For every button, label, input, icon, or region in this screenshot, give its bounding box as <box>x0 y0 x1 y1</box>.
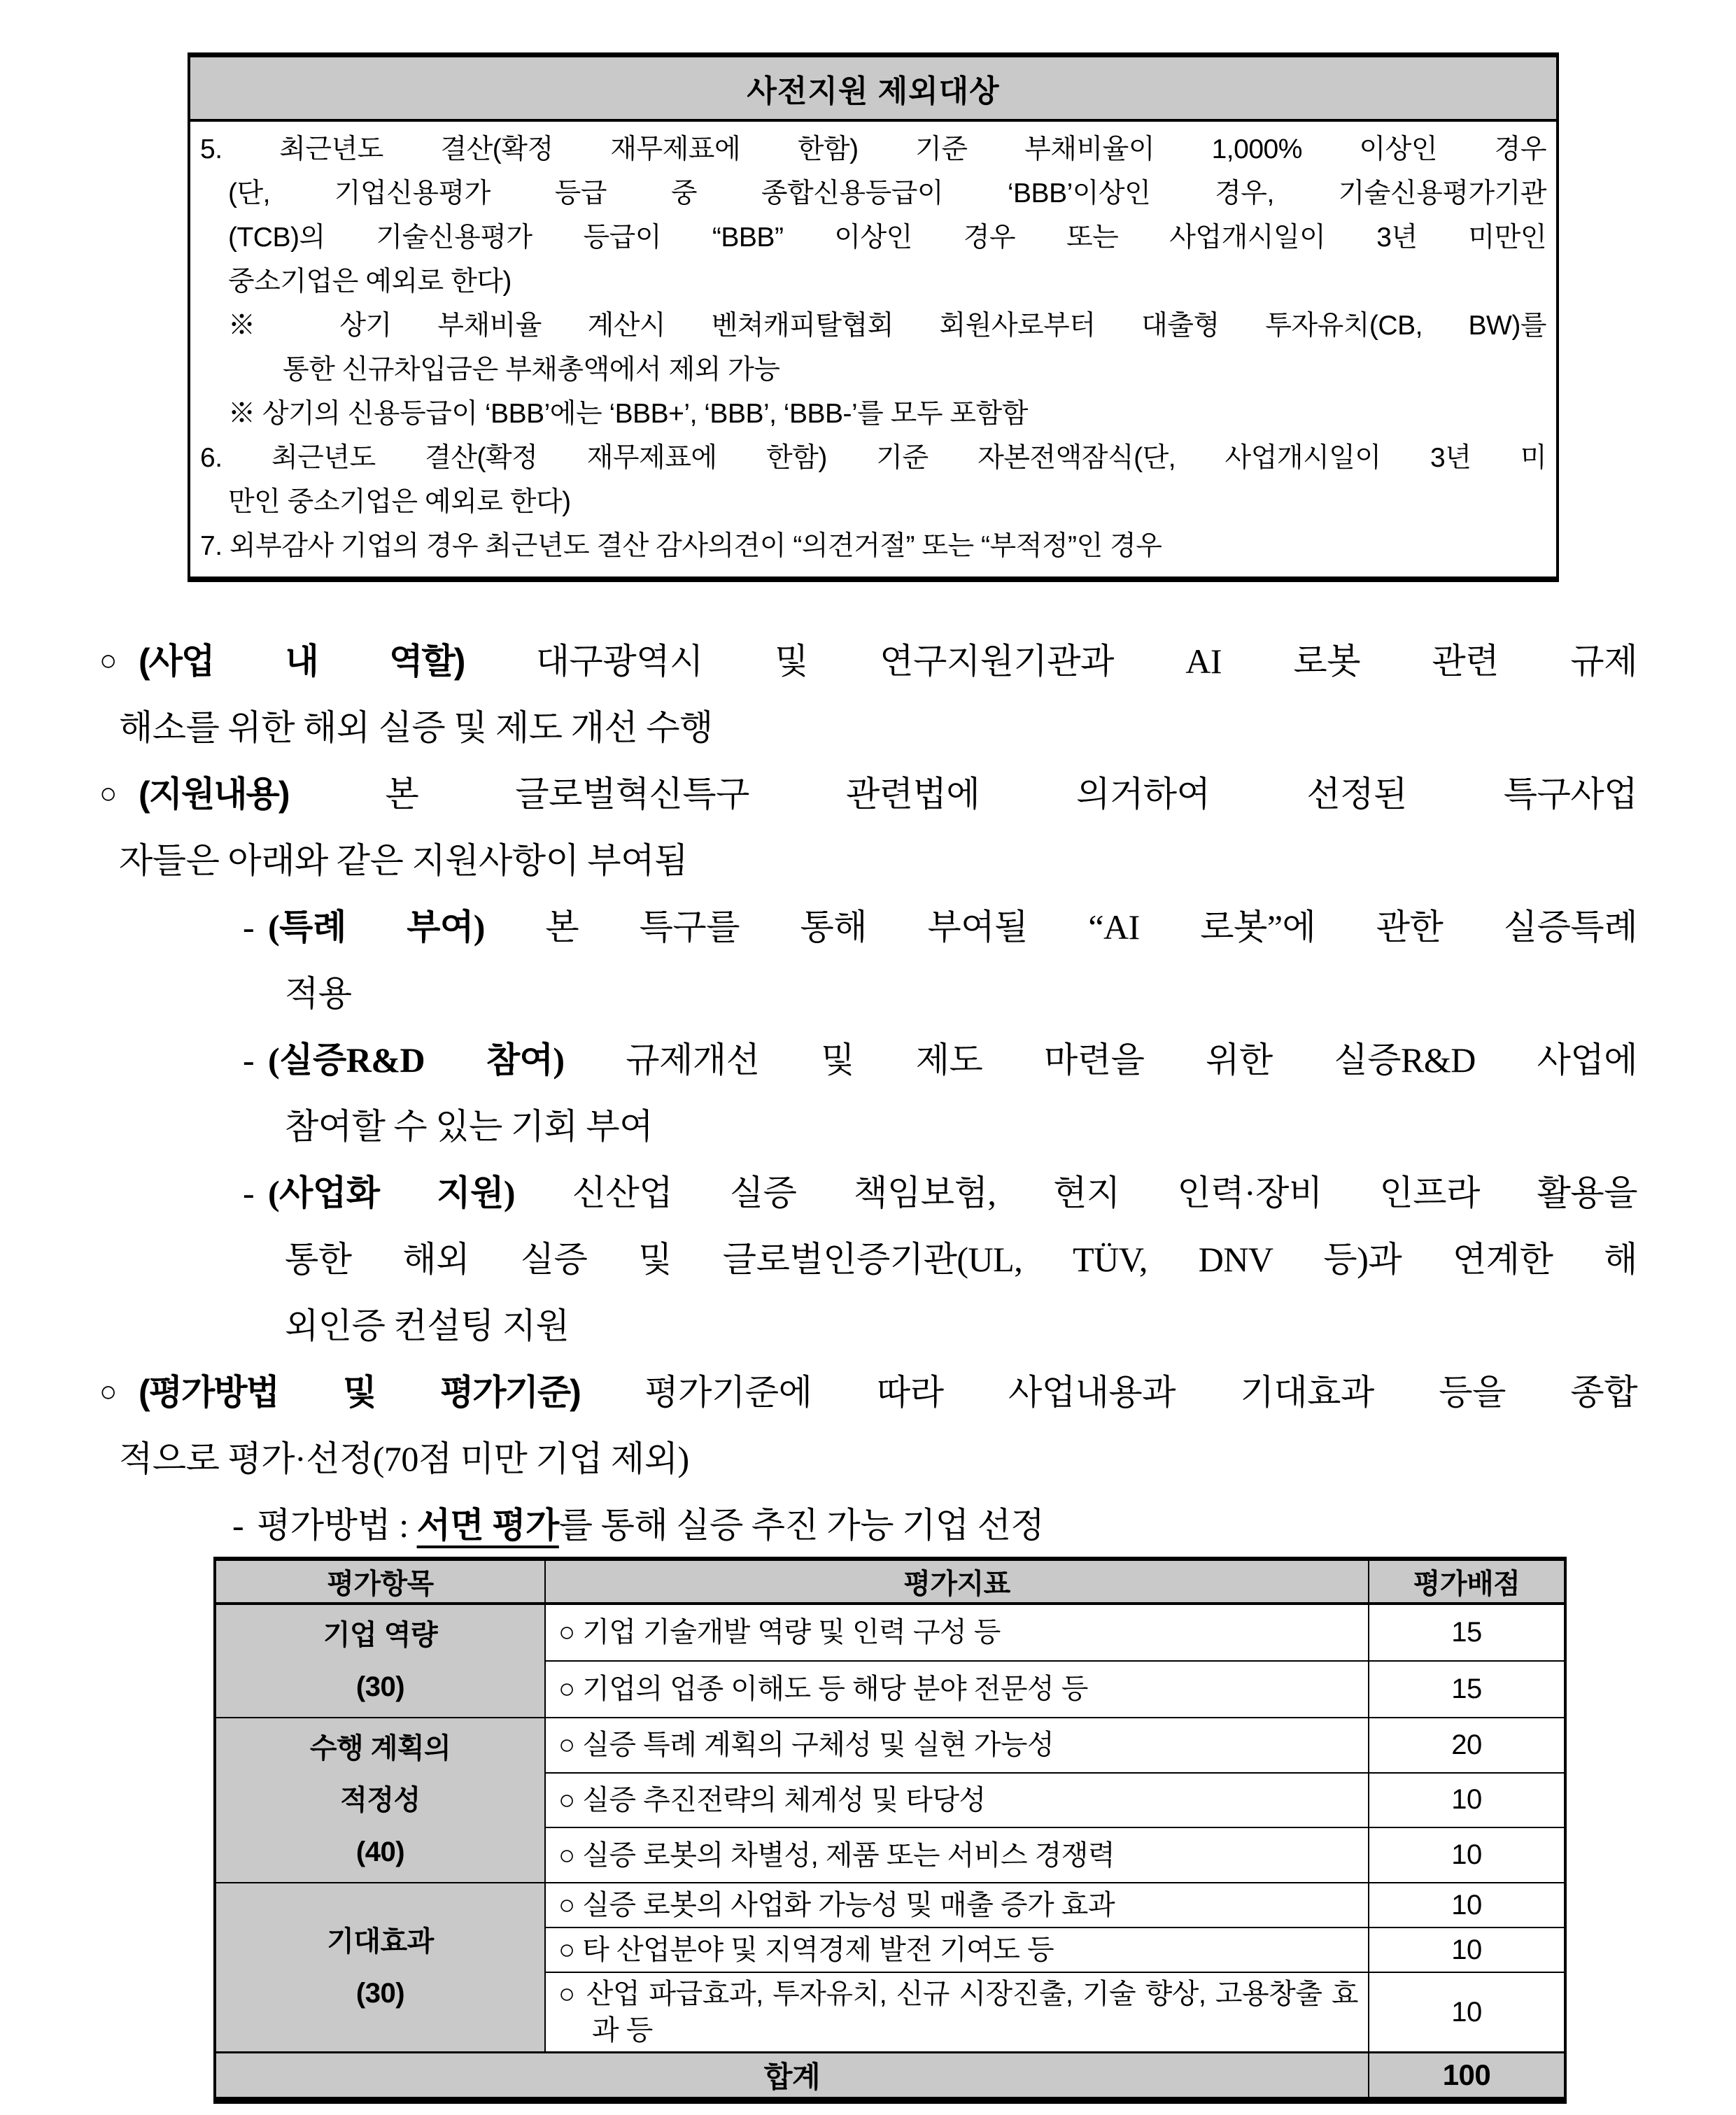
bullet-label: (평가방법 및 평가기준) <box>139 1373 580 1412</box>
bullet-label: (실증R&D 참여) <box>268 1040 565 1080</box>
score-value-cell: 10 <box>1369 1883 1565 1927</box>
bullet-line: 해소를 위한 해외 실증 및 제도 개선 수행 <box>119 708 713 747</box>
bullet-item <box>98 761 1637 894</box>
dash-bullet-marker: - <box>243 907 255 947</box>
bullet-line: 참여할 수 있는 기회 부여 <box>285 1107 653 1146</box>
score-category-line: (30) <box>355 1671 405 1702</box>
bullet-line <box>98 1160 1637 1226</box>
bullet-line <box>98 1359 1637 1426</box>
dash-bullet-marker: - <box>243 1173 255 1212</box>
exclusion-line: 7. 외부감사 기업의 경우 최근년도 결산 감사의견이 “의견거절” 또는 “부적정”인 경우 <box>200 531 1162 561</box>
score-total-label: 합계 <box>215 2053 1369 2101</box>
score-category-line: 기대효과 <box>327 1926 434 1957</box>
circle-bullet-marker: ○ <box>99 1376 117 1408</box>
score-indicator-cell: ○ 실증 로봇의 사업화 가능성 및 매출 증가 효과 <box>545 1883 1369 1927</box>
bullet-label: (지원내용) <box>139 774 289 814</box>
bullet-list <box>98 628 1637 1559</box>
exclusion-line: (TCB)의 기술신용평가 등급이 “BBB” 이상인 경우 또는 사업개시일이 3년 미만인 <box>228 222 1546 253</box>
bullet-line: 자들은 아래와 같은 지원사항이 부여됨 <box>119 841 688 880</box>
dash-bullet-marker: - <box>232 1506 244 1545</box>
bullet-item <box>98 1359 1637 1492</box>
bullet-line <box>98 1492 1637 1559</box>
bullet-label: 서면 평가 <box>416 1506 559 1545</box>
bullet-text: 규제개선 및 제도 마련을 위한 실증R&D 사업에 <box>564 1040 1637 1080</box>
score-row <box>215 1718 1565 1773</box>
score-indicator-cell: ○ 실증 로봇의 차별성, 제품 또는 서비스 경쟁력 <box>545 1827 1369 1883</box>
score-value-cell: 15 <box>1369 1604 1565 1661</box>
score-category-cell <box>215 1604 545 1718</box>
score-value-cell: 10 <box>1369 1827 1565 1883</box>
bullet-line <box>98 628 1637 695</box>
bullet-line: 외인증 컨설팅 지원 <box>285 1306 570 1345</box>
score-table <box>213 1557 1567 2104</box>
bullet-label: (특례 부여) <box>268 907 485 947</box>
score-row <box>215 1883 1565 1927</box>
bullet-text: 평가방법 : <box>257 1506 417 1545</box>
score-category-line: 기업 역량 <box>323 1620 438 1650</box>
score-value-cell: 15 <box>1369 1661 1565 1718</box>
bullet-text: 본 글로벌혁신특구 관련법에 의거하여 선정된 특구사업 <box>288 774 1637 814</box>
score-category-line: 수행 계획의 <box>309 1733 451 1764</box>
score-category-cell <box>215 1883 545 2053</box>
bullet-label: (사업 내 역할) <box>139 642 465 681</box>
sub-item <box>98 1160 1637 1359</box>
exclusion-table <box>188 52 1559 582</box>
exclusion-line: 만인 중소기업은 예외로 한다) <box>228 487 571 517</box>
exclusion-line: 중소기업은 예외로 한다) <box>228 267 511 297</box>
score-column-header: 평가지표 <box>545 1559 1369 1604</box>
score-indicator-cell: ○ 타 산업분야 및 지역경제 발전 기여도 등 <box>545 1927 1369 1972</box>
bullet-label: (사업화 지원) <box>268 1173 516 1212</box>
dash-bullet-marker: - <box>243 1040 255 1080</box>
exclusion-body <box>190 122 1556 577</box>
bullet-text: 본 특구를 통해 부여될 “AI 로봇”에 관한 실증특례 <box>484 907 1637 947</box>
score-total-value: 100 <box>1369 2053 1565 2101</box>
exclusion-line: ※ 상기 부채비율 계산시 벤쳐캐피탈협회 회원사로부터 대출형 투자유치(CB, BW)를 <box>228 311 1546 341</box>
bullet-line <box>98 761 1637 828</box>
score-indicator-cell: ○ 산업 파급효과, 투자유치, 신규 시장진출, 기술 향상, 고용창출 효과 등 <box>545 1972 1369 2053</box>
score-total-row <box>215 2053 1565 2101</box>
exclusion-line: ※ 상기의 신용등급이 ‘BBB’에는 ‘BBB+’, ‘BBB’, ‘BBB-’를 모두 포함함 <box>228 399 1028 429</box>
score-category-cell <box>215 1718 545 1883</box>
score-indicator-cell: ○ 기업 기술개발 역량 및 인력 구성 등 <box>545 1604 1369 1661</box>
score-column-header: 평가항목 <box>215 1559 545 1604</box>
bullet-line: 적으로 평가·선정(70점 미만 기업 제외) <box>119 1439 689 1478</box>
score-value-cell: 10 <box>1369 1927 1565 1972</box>
exclusion-line: (단, 기업신용평가 등급 중 종합신용등급이 ‘BBB’이상인 경우, 기술신용평가기관 <box>228 178 1546 208</box>
bullet-line: 적용 <box>285 974 352 1013</box>
score-column-header: 평가배점 <box>1369 1559 1565 1604</box>
score-table-foot <box>215 2053 1565 2101</box>
score-table-head <box>215 1559 1565 1604</box>
circle-bullet-marker: ○ <box>99 778 117 810</box>
bullet-item <box>98 628 1637 761</box>
exclusion-line: 6. 최근년도 결산(확정 재무제표에 한함) 기준 자본전액잠식(단, 사업개시일이 3년 미 <box>200 443 1546 473</box>
bullet-text: 신산업 실증 책임보험, 현지 인력·장비 인프라 활용을 <box>515 1173 1637 1212</box>
sub-item <box>98 1492 1637 1559</box>
score-indicator-cell: ○ 실증 추진전략의 체계성 및 타당성 <box>545 1773 1369 1828</box>
score-table-body <box>215 1604 1565 2053</box>
sub-item <box>98 1027 1637 1160</box>
exclusion-table-title: 사전지원 제외대상 <box>190 57 1556 122</box>
score-value-cell: 10 <box>1369 1773 1565 1828</box>
score-category-line: (40) <box>355 1837 405 1867</box>
score-indicator-cell: ○ 실증 특례 계획의 구체성 및 실현 가능성 <box>545 1718 1369 1773</box>
score-row <box>215 1604 1565 1661</box>
bullet-line <box>98 894 1637 961</box>
sub-item <box>98 894 1637 1027</box>
bullet-text: 를 통해 실증 추진 가능 기업 선정 <box>558 1506 1045 1545</box>
bullet-line: 통한 해외 실증 및 글로벌인증기관(UL, TÜV, DNV 등)과 연계한 해 <box>285 1240 1637 1279</box>
score-value-cell: 10 <box>1369 1972 1565 2053</box>
exclusion-line: 통한 신규차입금은 부채총액에서 제외 가능 <box>283 355 780 385</box>
bullet-text: 대구광역시 및 연구지원기관과 AI 로봇 관련 규제 <box>464 642 1637 681</box>
score-header-row <box>215 1559 1565 1604</box>
score-category-line: 적정성 <box>340 1785 421 1816</box>
circle-bullet-marker: ○ <box>99 645 117 677</box>
bullet-line <box>98 1027 1637 1094</box>
score-indicator-cell: ○ 기업의 업종 이해도 등 해당 분야 전문성 등 <box>545 1661 1369 1718</box>
bullet-text: 평가기준에 따라 사업내용과 기대효과 등을 종합 <box>579 1373 1637 1412</box>
score-category-line: (30) <box>355 1978 405 2009</box>
score-value-cell: 20 <box>1369 1718 1565 1773</box>
exclusion-line: 5. 최근년도 결산(확정 재무제표에 한함) 기준 부채비율이 1,000% 이상인 경우 <box>200 134 1546 164</box>
